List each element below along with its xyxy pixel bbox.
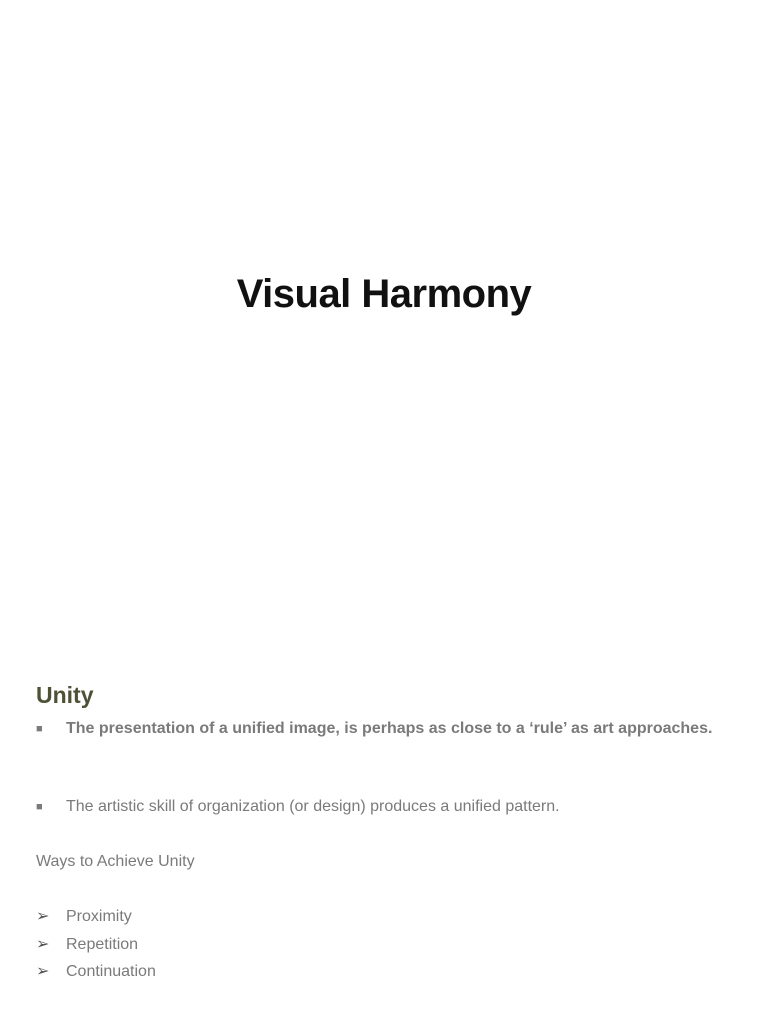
list-item <box>36 961 156 983</box>
arrow-bullet-icon: ➢ <box>36 963 50 980</box>
list-item-text: Repetition <box>66 936 139 953</box>
slide-title: Visual Harmony <box>236 272 532 316</box>
section-heading: Unity <box>36 682 94 708</box>
bullet-item <box>36 796 736 818</box>
arrow-bullet-icon: ➢ <box>36 936 50 953</box>
ways-subheading: Ways to Achieve Unity <box>36 853 195 870</box>
bullet-text: The presentation of a unified image, is perhaps as close to a ‘rule’ as art approaches. <box>66 720 713 737</box>
list-item-text: Proximity <box>66 908 132 925</box>
list-item <box>36 906 132 928</box>
list-item <box>36 934 138 956</box>
content-slide <box>0 660 768 1024</box>
square-bullet-icon: ■ <box>36 723 43 735</box>
bullet-item <box>36 718 736 740</box>
bullet-text: The artistic skill of organization (or design) produces a unified pattern. <box>66 798 560 815</box>
square-bullet-icon: ■ <box>36 801 43 813</box>
list-item-text: Continuation <box>66 963 156 980</box>
arrow-bullet-icon: ➢ <box>36 908 50 925</box>
